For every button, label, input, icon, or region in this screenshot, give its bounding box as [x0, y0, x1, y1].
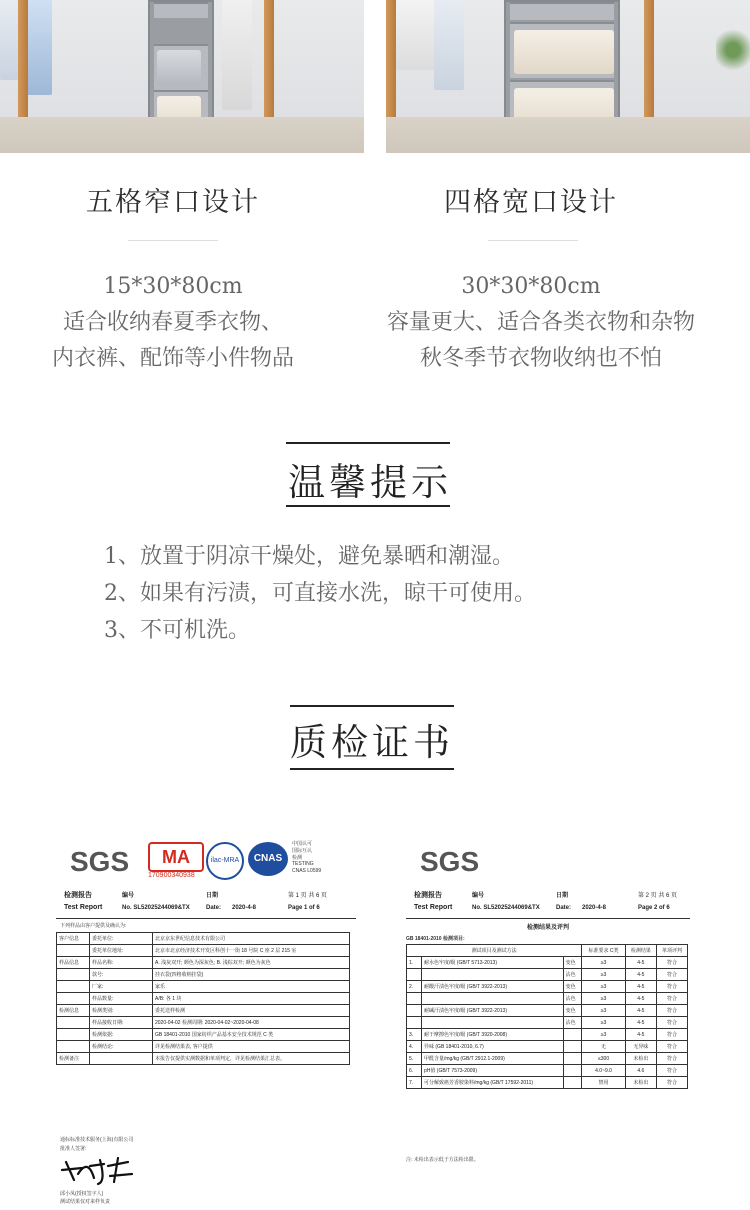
sub-item — [563, 1041, 582, 1053]
divider — [128, 240, 218, 241]
row-group — [57, 969, 90, 981]
row-index: 7. — [407, 1077, 422, 1089]
sub-item: 沾色 — [563, 1017, 582, 1029]
test-item: 耐碱汗渍色牢度/级 (GB/T 3922-2013) — [422, 1005, 564, 1017]
row-group: 检测备注 — [57, 1053, 90, 1065]
row-label: 厂家: — [90, 981, 153, 993]
product-photo-five-grid — [0, 0, 364, 153]
row-group — [57, 981, 90, 993]
report-title-cn: 检测报告 — [64, 892, 92, 899]
product-desc-five-grid-1: 适合收纳春夏季衣物、 — [62, 310, 283, 335]
report-page-cn: 第 1 页 共 6 页 — [288, 893, 328, 899]
row-group — [57, 1029, 90, 1041]
sgs-logo: SGS — [420, 846, 480, 877]
results-table — [406, 944, 688, 1089]
product-desc-five-grid-2: 内衣裤、配饰等小件物品 — [51, 346, 294, 371]
approver: 批准人签署: — [60, 1146, 87, 1152]
verdict: 符合 — [656, 1041, 687, 1053]
product-size-five-grid: 15*30*80cm — [103, 274, 243, 299]
cnas-note: 国际互认 — [292, 848, 313, 854]
test-report-page-1 — [56, 836, 356, 1206]
heading-rule-top — [286, 442, 450, 444]
result: 4-5 — [625, 969, 656, 981]
row-group — [57, 1041, 90, 1053]
report-date: 2020-4-8 — [582, 905, 607, 911]
report-no-label: 编号 — [472, 893, 485, 899]
product-title-five-grid: 五格窄口设计 — [86, 187, 260, 218]
table-row — [57, 933, 350, 945]
cnas-note: 检测 — [292, 855, 303, 861]
tip-item: 2、如果有污渍，可直接水洗，晾干可使用。 — [104, 581, 536, 606]
report-page-en: Page 1 of 6 — [288, 905, 320, 911]
result: 未检出 — [625, 1053, 656, 1065]
requirement: ≥3 — [582, 1017, 626, 1029]
table-row — [57, 945, 350, 957]
row-value: 2020-04-02 检测周期: 2020-04-02~2020-04-08 — [153, 1017, 350, 1029]
row-label — [90, 1053, 153, 1065]
table-row — [57, 1017, 350, 1029]
report-no: No. SL52025244069&TX — [122, 905, 190, 911]
row-label: 样品数量: — [90, 993, 153, 1005]
result: 4-5 — [625, 1029, 656, 1041]
standard: GB 18401-2010 检测项目: — [406, 936, 465, 942]
cma-logo: MA — [148, 842, 204, 872]
table-note: 注: 未检出表示低于方法检出限。 — [406, 1157, 479, 1163]
report-title-en: Test Report — [414, 904, 453, 911]
table-row — [57, 1041, 350, 1053]
report-page-cn: 第 2 页 共 6 页 — [638, 893, 678, 899]
table-row — [407, 1041, 688, 1053]
sub-item — [563, 1053, 582, 1065]
test-item: 异味 (GB 18401-2010, 6.7) — [422, 1041, 564, 1053]
row-index: 2. — [407, 981, 422, 993]
issuer: 通标标准技术服务(上海)有限公司 — [60, 1137, 134, 1143]
test-item: 耐酸汗渍色牢度/级 (GB/T 3922-2013) — [422, 981, 564, 993]
result: 4-5 — [625, 981, 656, 993]
test-item: 可分解致癌芳香胺染料/mg/kg (GB/T 17592-2011) — [422, 1077, 564, 1089]
col-header: 测试项目及测试方法 — [407, 945, 582, 957]
report-title-cn: 检测报告 — [414, 892, 442, 899]
row-label: 检测结论: — [90, 1041, 153, 1053]
verdict: 符合 — [656, 981, 687, 993]
requirement: ≥3 — [582, 969, 626, 981]
test-item: 耐干摩擦色牢度/级 (GB/T 3920-2008) — [422, 1029, 564, 1041]
row-index — [407, 1005, 422, 1017]
heading-rule-top — [290, 705, 454, 707]
result: 无异味 — [625, 1041, 656, 1053]
table-row — [407, 1077, 688, 1089]
product-photo-four-grid — [386, 0, 750, 153]
table-row — [407, 1017, 688, 1029]
test-report-page-2 — [406, 836, 690, 1166]
row-index: 4. — [407, 1041, 422, 1053]
sub-item — [563, 1077, 582, 1089]
table-row — [407, 1053, 688, 1065]
result: 未检出 — [625, 1077, 656, 1089]
verdict: 符合 — [656, 1077, 687, 1089]
sgs-logo: SGS — [70, 846, 130, 877]
cnas-note: 中国认可 — [292, 841, 313, 847]
sub-item — [563, 1029, 582, 1041]
row-value: 委托送样检测 — [153, 1005, 350, 1017]
sub-item — [563, 1065, 582, 1077]
row-label: 款号: — [90, 969, 153, 981]
row-index: 6. — [407, 1065, 422, 1077]
table-row — [407, 957, 688, 969]
report-date-label-cn: 日期 — [206, 893, 219, 899]
verdict: 符合 — [656, 1017, 687, 1029]
cnas-note: TESTING — [292, 861, 314, 867]
verdict: 符合 — [656, 1029, 687, 1041]
requirement: 4.0~9.0 — [582, 1065, 626, 1077]
requirement: ≥3 — [582, 1029, 626, 1041]
sub-item: 变色 — [563, 1005, 582, 1017]
result: 4-5 — [625, 1017, 656, 1029]
cnas-note: CNAS L0599 — [292, 868, 322, 874]
heading-rule-bottom — [290, 768, 454, 770]
row-value: 挂衣袋(四格收纳挂袋) — [153, 969, 350, 981]
report-page-en: Page 2 of 6 — [638, 905, 670, 911]
report-date-label: Date: — [206, 905, 222, 911]
test-item — [422, 969, 564, 981]
row-group: 检测信息 — [57, 1005, 90, 1017]
row-group — [57, 945, 90, 957]
table-row — [57, 981, 350, 993]
table-row — [57, 1053, 350, 1065]
report-no-label: 编号 — [122, 893, 135, 899]
row-label: 样品名称: — [90, 957, 153, 969]
report-date: 2020-4-8 — [232, 905, 257, 911]
sub-item: 沾色 — [563, 969, 582, 981]
ilac-mra-logo: ilac-MRA — [206, 842, 244, 880]
report-date-label-cn: 日期 — [556, 893, 569, 899]
row-group: 客户信息 — [57, 933, 90, 945]
header-rule — [56, 918, 356, 919]
signer: 邱小凤(授权签字人) — [60, 1191, 104, 1197]
requirement: ≤300 — [582, 1053, 626, 1065]
test-item: 耐水色牢度/级 (GB/T 5713-2013) — [422, 957, 564, 969]
result: 4-5 — [625, 957, 656, 969]
header-rule — [406, 918, 690, 919]
row-label: 委托单位地址: — [90, 945, 153, 957]
table-row — [407, 993, 688, 1005]
sub-item: 变色 — [563, 981, 582, 993]
requirement: 禁用 — [582, 1077, 626, 1089]
verdict: 符合 — [656, 993, 687, 1005]
verdict: 符合 — [656, 957, 687, 969]
verdict: 符合 — [656, 969, 687, 981]
row-value: 家乐 — [153, 981, 350, 993]
table-row — [407, 1029, 688, 1041]
product-size-four-grid: 30*30*80cm — [461, 274, 601, 299]
row-group — [57, 993, 90, 1005]
cma-code: 170900340938 — [148, 872, 195, 879]
verdict: 符合 — [656, 1065, 687, 1077]
row-index: 3. — [407, 1029, 422, 1041]
col-header: 检测结果 — [625, 945, 656, 957]
product-title-four-grid: 四格宽口设计 — [444, 187, 618, 218]
row-label: 检测依据: — [90, 1029, 153, 1041]
signature — [60, 1154, 140, 1188]
table-row — [57, 1005, 350, 1017]
test-item: 甲醛含量/mg/kg (GB/T 2912.1-2009) — [422, 1053, 564, 1065]
table-row — [57, 1029, 350, 1041]
table-row — [407, 1005, 688, 1017]
row-group: 样品信息 — [57, 957, 90, 969]
col-header: 标准要求 C类 — [582, 945, 626, 957]
table-row — [57, 957, 350, 969]
report-info-table — [56, 932, 350, 1065]
table-row — [407, 981, 688, 993]
result: 4-5 — [625, 1005, 656, 1017]
test-item: pH值 (GB/T 7573-2009) — [422, 1065, 564, 1077]
tips-heading: 温馨提示 — [288, 461, 452, 504]
row-group — [57, 1017, 90, 1029]
signer-note: 测试结果仅对来样负责 — [60, 1199, 111, 1205]
report-no: No. SL52025244069&TX — [472, 905, 540, 911]
test-item — [422, 993, 564, 1005]
certificate-heading: 质检证书 — [290, 721, 454, 764]
requirement: ≥3 — [582, 957, 626, 969]
row-index — [407, 993, 422, 1005]
table-row — [57, 993, 350, 1005]
product-desc-four-grid-2: 秋冬季节衣物收纳也不怕 — [419, 346, 662, 371]
requirement: ≥3 — [582, 981, 626, 993]
verdict: 符合 — [656, 1053, 687, 1065]
row-index: 1. — [407, 957, 422, 969]
row-value: A. 浅灰双开; 颜色为深灰色; B. 浅棕双开; 颜色为灰色 — [153, 957, 350, 969]
row-label: 检测类别: — [90, 1005, 153, 1017]
verdict: 符合 — [656, 1005, 687, 1017]
report-intro: 下列样品由客户提供及确认为: — [60, 923, 127, 929]
sub-item: 变色 — [563, 957, 582, 969]
row-index: 5. — [407, 1053, 422, 1065]
product-desc-four-grid-1: 容量更大、适合各类衣物和杂物 — [386, 310, 695, 335]
col-header: 单项评判 — [656, 945, 687, 957]
row-value: 北京市北京经济技术开发区科创十一街 18 号院 C 座 2 层 215 室 — [153, 945, 350, 957]
section-title: 检测结果及评判 — [526, 925, 569, 931]
heading-rule-bottom — [286, 505, 450, 507]
requirement: 无 — [582, 1041, 626, 1053]
divider — [488, 240, 578, 241]
row-label: 委托单位: — [90, 933, 153, 945]
row-value: 北京京东世纪信息技术有限公司 — [153, 933, 350, 945]
row-value: GB 18401-2010 国家纺织产品基本安全技术规范 C 类 — [153, 1029, 350, 1041]
requirement: ≥3 — [582, 1005, 626, 1017]
result: 4-5 — [625, 993, 656, 1005]
row-label: 样品接收日期: — [90, 1017, 153, 1029]
row-index — [407, 969, 422, 981]
report-title-en: Test Report — [64, 904, 103, 911]
test-item — [422, 1017, 564, 1029]
row-value: 本报告仅提供实测数据和单项判定，详见检测结果汇总表。 — [153, 1053, 350, 1065]
row-value: A/B: 各 1 块 — [153, 993, 350, 1005]
report-date-label: Date: — [556, 905, 572, 911]
result: 4.6 — [625, 1065, 656, 1077]
row-value: 详见检测结果表, 客户提供 — [153, 1041, 350, 1053]
sub-item: 沾色 — [563, 993, 582, 1005]
table-row — [407, 969, 688, 981]
tip-item: 1、放置于阴凉干燥处，避免暴晒和潮湿。 — [104, 544, 514, 569]
requirement: ≥3 — [582, 993, 626, 1005]
cnas-logo: CNAS — [248, 842, 288, 876]
table-row — [57, 969, 350, 981]
table-row — [407, 1065, 688, 1077]
tip-item: 3、不可机洗。 — [104, 618, 250, 643]
row-index — [407, 1017, 422, 1029]
